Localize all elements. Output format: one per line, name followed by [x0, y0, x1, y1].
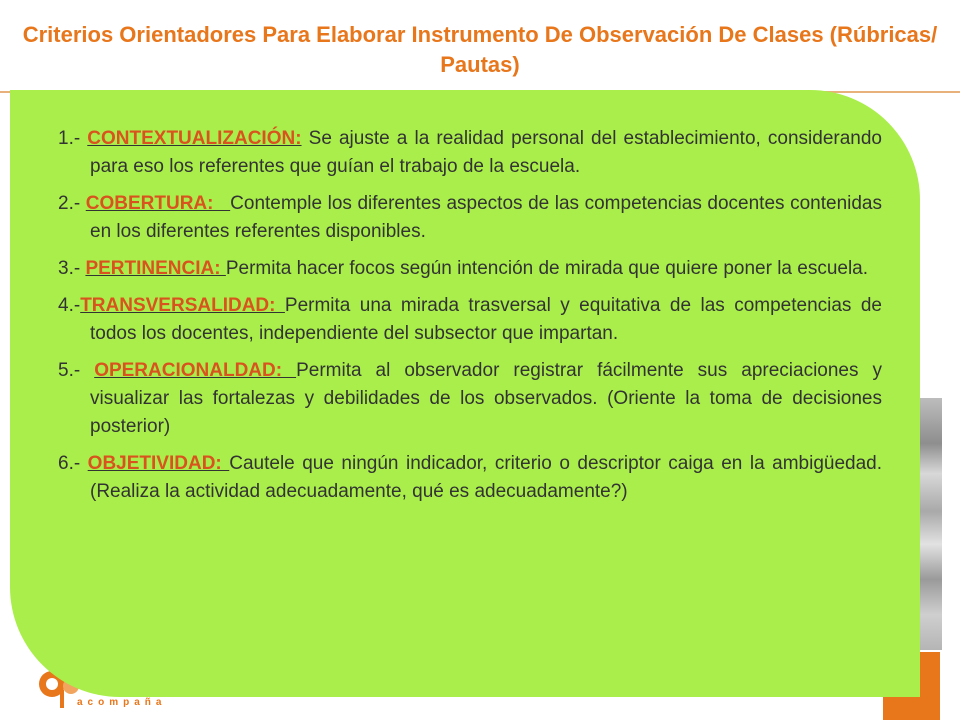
- criterion-item: [58, 255, 882, 283]
- criterion-number: 2.-: [58, 193, 86, 214]
- criterion-text: Permita una mirada trasversal y equitativa de las competencias de todos los docentes, independiente del subsector que impartan.: [90, 295, 882, 344]
- criterion-item: [58, 125, 882, 181]
- criterion-item: [58, 292, 882, 348]
- criterion-text: Cautele que ningún indicador, criterio o descriptor caiga en la ambigüedad. (Realiza la actividad adecuadamente, qué es adecuadamente?): [90, 453, 882, 502]
- criteria-list: [58, 125, 882, 515]
- criterion-text: Permita hacer focos según intención de mirada que quiere poner la escuela.: [225, 258, 869, 279]
- criterion-term: CONTEXTUALIZACIÓN:: [87, 128, 302, 149]
- criterion-item: [58, 450, 882, 506]
- criterion-number: 1.-: [58, 128, 88, 149]
- criterion-text: Permita al observador registrar fácilmente sus apreciaciones y visualizar las fortalezas y debilidades de los observados. (Oriente la toma de decisiones posterior): [90, 360, 882, 437]
- criterion-term: PERTINENCIA:: [85, 258, 226, 279]
- criterion-text: Contemple los diferentes aspectos de las competencias docentes contenidas en los diferentes referentes disponibles.: [90, 193, 882, 242]
- criterion-term: COBERTURA:: [85, 193, 231, 214]
- criterion-number: 5.-: [58, 360, 95, 381]
- slide-title: Criterios Orientadores Para Elaborar Instrumento De Observación De Clases (Rúbricas/ Pautas): [22, 22, 938, 77]
- criterion-term: OBJETIVIDAD:: [87, 453, 230, 474]
- logo-text: acompaña: [77, 697, 167, 708]
- criterion-number: 6.-: [58, 453, 88, 474]
- criterion-number: 3.-: [58, 258, 86, 279]
- criterion-number: 4.-: [58, 295, 81, 316]
- criterion-text: Se ajuste a la realidad personal del establecimiento, considerando para eso los referentes que guían el trabajo de la escuela.: [90, 128, 882, 177]
- criterion-term: TRANSVERSALIDAD:: [80, 295, 285, 316]
- criterion-term: OPERACIONALDAD:: [94, 360, 297, 381]
- criterion-item: [58, 357, 882, 441]
- criterion-item: [58, 190, 882, 246]
